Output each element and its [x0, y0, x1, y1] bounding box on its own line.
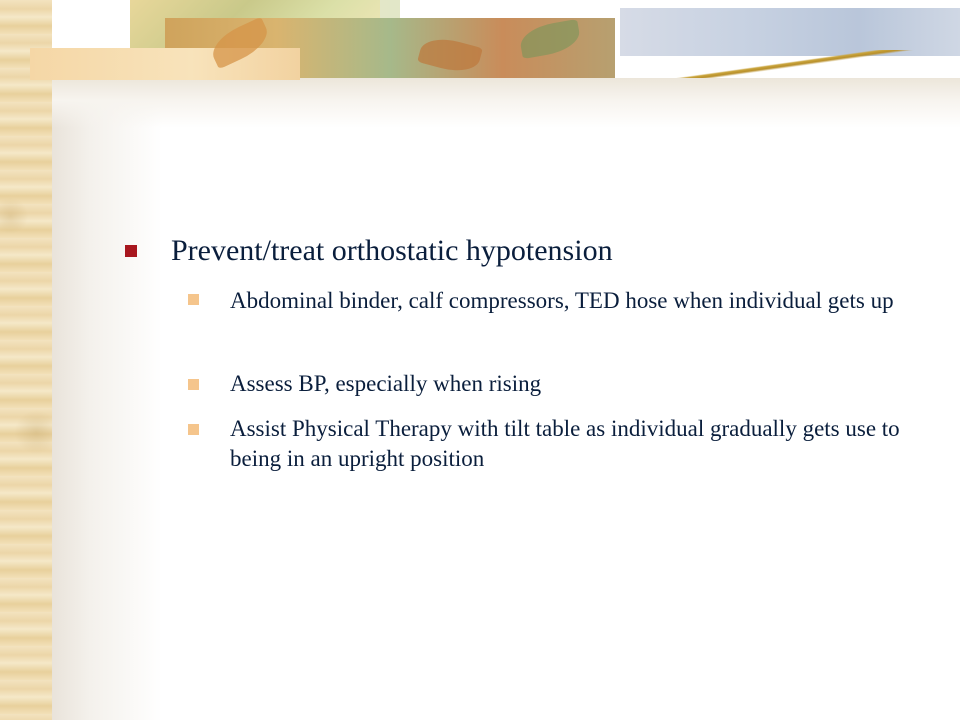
- main-bullet-text: Prevent/treat orthostatic hypotension: [171, 234, 613, 267]
- sub-bullet-square-icon: [188, 294, 199, 305]
- sub-bullet-square-icon: [188, 424, 199, 435]
- sub-bullet-text: Abdominal binder, calf compressors, TED hose when individual gets up: [230, 288, 894, 313]
- sub-bullet-text: Assess BP, especially when rising: [230, 371, 542, 396]
- sub-bullet-square-icon: [188, 379, 199, 390]
- sub-bullet-text: Assist Physical Therapy with tilt table as individual gradually gets use to being in an upright position: [230, 416, 900, 471]
- main-bullet-square-icon: [125, 245, 137, 257]
